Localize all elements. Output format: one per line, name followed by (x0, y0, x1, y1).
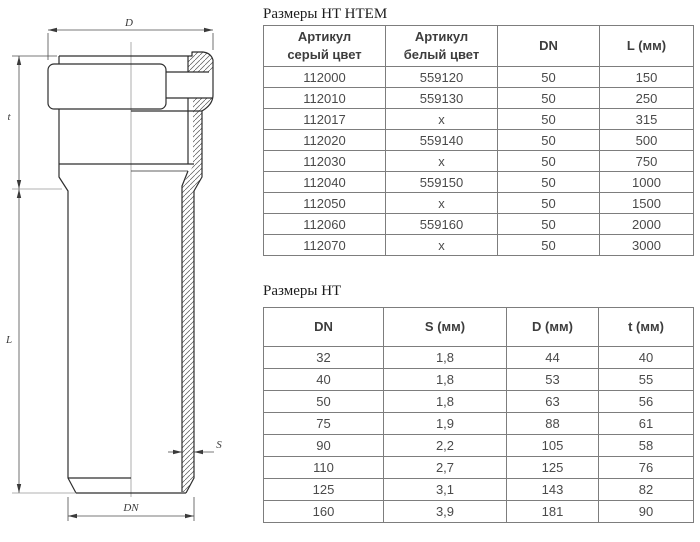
table-cell: 82 (599, 479, 694, 501)
table-row (264, 151, 694, 172)
table-row (264, 347, 694, 369)
table-cell: 750 (600, 151, 694, 172)
column-header: Артикул серый цвет (264, 26, 386, 67)
column-header: DN (498, 26, 600, 67)
table-cell: 112020 (264, 130, 386, 151)
table-cell: 50 (498, 130, 600, 151)
table-row (264, 193, 694, 214)
table-cell: 559130 (386, 88, 498, 109)
table-cell: 110 (264, 457, 384, 479)
table-row (264, 391, 694, 413)
table-row (264, 435, 694, 457)
table-cell: 50 (498, 193, 600, 214)
dim-label-t: t (7, 111, 11, 123)
table-row (264, 172, 694, 193)
table-cell: 1,8 (384, 369, 507, 391)
section-title-htem: Размеры HT HTEM (263, 6, 388, 22)
table-row (264, 214, 694, 235)
table-cell: 105 (507, 435, 599, 457)
table-row (264, 109, 694, 130)
table-cell: 500 (600, 130, 694, 151)
table-cell: 112010 (264, 88, 386, 109)
table-cell: 58 (599, 435, 694, 457)
table-cell: 44 (507, 347, 599, 369)
table-cell: 40 (264, 369, 384, 391)
table-cell: 3000 (600, 235, 694, 256)
table-cell: 50 (264, 391, 384, 413)
table-cell: 50 (498, 109, 600, 130)
table-cell: 112017 (264, 109, 386, 130)
table-cell: 3,1 (384, 479, 507, 501)
table-row (264, 88, 694, 109)
dim-label-L: L (5, 334, 13, 346)
section-hatching (182, 52, 213, 492)
table-row (264, 413, 694, 435)
table-cell: x (386, 193, 498, 214)
table-cell: 61 (599, 413, 694, 435)
dim-label-S: S (216, 439, 222, 451)
dim-label-DN: DN (123, 502, 139, 514)
table-cell: 112030 (264, 151, 386, 172)
table-cell: 75 (264, 413, 384, 435)
table-cell: 559120 (386, 67, 498, 88)
table-cell: 53 (507, 369, 599, 391)
table-cell: 112060 (264, 214, 386, 235)
table-cell: 2000 (600, 214, 694, 235)
table-row (264, 235, 694, 256)
table-cell: 90 (599, 501, 694, 523)
table-cell: 160 (264, 501, 384, 523)
table-row (264, 501, 694, 523)
table-cell: 55 (599, 369, 694, 391)
table-cell: x (386, 235, 498, 256)
table-cell: 2,2 (384, 435, 507, 457)
table-header-row (264, 26, 694, 67)
table-row (264, 67, 694, 88)
table-cell: 559160 (386, 214, 498, 235)
column-header: L (мм) (600, 26, 694, 67)
table-cell: 76 (599, 457, 694, 479)
table-cell: 143 (507, 479, 599, 501)
table-row (264, 369, 694, 391)
table-cell: x (386, 151, 498, 172)
table-cell: 150 (600, 67, 694, 88)
table-cell: 50 (498, 235, 600, 256)
table-cell: x (386, 109, 498, 130)
table-row (264, 479, 694, 501)
column-header: D (мм) (507, 308, 599, 347)
table-cell: 315 (600, 109, 694, 130)
table-cell: 112040 (264, 172, 386, 193)
table-cell: 181 (507, 501, 599, 523)
table-cell: 32 (264, 347, 384, 369)
table-cell: 50 (498, 88, 600, 109)
table-cell: 1,8 (384, 347, 507, 369)
htem-dimensions-table (263, 25, 694, 256)
table-cell: 88 (507, 413, 599, 435)
table-cell: 50 (498, 67, 600, 88)
table-cell: 1500 (600, 193, 694, 214)
table-cell: 112050 (264, 193, 386, 214)
pipe-drawing-svg (0, 0, 262, 542)
table-cell: 112000 (264, 67, 386, 88)
table-cell: 1000 (600, 172, 694, 193)
table-row (264, 457, 694, 479)
dim-label-D: D (125, 17, 133, 29)
table-cell: 559140 (386, 130, 498, 151)
table-cell: 250 (600, 88, 694, 109)
table-cell: 50 (498, 172, 600, 193)
column-header: S (мм) (384, 308, 507, 347)
table-cell: 40 (599, 347, 694, 369)
table-cell: 90 (264, 435, 384, 457)
table-cell: 112070 (264, 235, 386, 256)
table-cell: 1,9 (384, 413, 507, 435)
table-cell: 125 (264, 479, 384, 501)
table-cell: 125 (507, 457, 599, 479)
column-header: t (мм) (599, 308, 694, 347)
table-cell: 3,9 (384, 501, 507, 523)
table-cell: 559150 (386, 172, 498, 193)
pipe-technical-drawing (0, 0, 262, 542)
ht-dimensions-table (263, 307, 694, 523)
column-header: Артикул белый цвет (386, 26, 498, 67)
table-cell: 63 (507, 391, 599, 413)
table-cell: 2,7 (384, 457, 507, 479)
column-header: DN (264, 308, 384, 347)
table-cell: 1,8 (384, 391, 507, 413)
table-cell: 50 (498, 214, 600, 235)
table-cell: 50 (498, 151, 600, 172)
table-row (264, 130, 694, 151)
table-header-row (264, 308, 694, 347)
section-title-ht: Размеры HT (263, 283, 342, 299)
table-cell: 56 (599, 391, 694, 413)
